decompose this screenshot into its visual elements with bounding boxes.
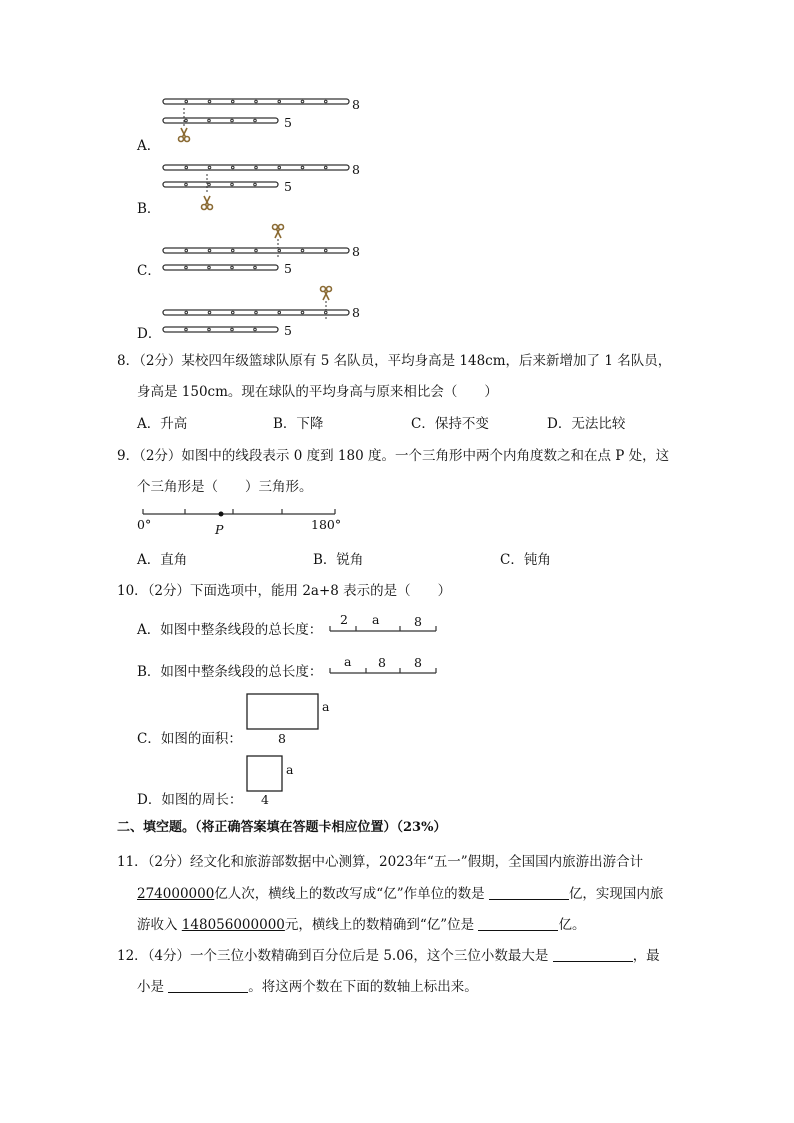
answer-blank[interactable]	[478, 916, 558, 931]
rod-hole	[208, 183, 211, 186]
rod-hole	[208, 266, 211, 269]
question-number: 8．	[117, 353, 140, 369]
rod-hole	[208, 100, 211, 103]
question-number: 12．	[117, 948, 148, 964]
rod-hole	[255, 249, 258, 252]
question-text: ，最	[632, 948, 660, 964]
question-text: 游收入	[137, 917, 178, 933]
rod-hole	[231, 166, 234, 169]
angle-segment-figure	[137, 505, 357, 539]
rod-hole	[231, 183, 234, 186]
question-text: （2分）如图中的线段表示 0 度到 180 度。一个三角形中两个内角度数之和在点 P 处，这	[139, 448, 670, 464]
point-p	[219, 512, 224, 517]
answer-blank-min[interactable]	[168, 978, 248, 993]
unit-text: 亿，实现国内旅	[568, 886, 664, 902]
rod-hole	[231, 328, 234, 331]
option-b[interactable]: B．锐角	[313, 552, 364, 568]
q7-option-b-figure	[160, 162, 380, 212]
q7-option-d-figure	[160, 286, 380, 336]
rod-hole	[185, 119, 188, 122]
scissors-icon	[273, 225, 284, 239]
segment-label: 8	[414, 614, 422, 629]
rod-hole	[254, 183, 257, 186]
segment-label: a	[344, 654, 352, 669]
question-text: 亿人次，横线上的数改写成“亿”作单位的数是	[214, 886, 485, 902]
option-a[interactable]: A．如图中整条线段的总长度：	[137, 622, 323, 638]
option-c-rectangle-figure	[246, 693, 336, 745]
rod-hole	[254, 119, 257, 122]
answer-blank[interactable]	[489, 885, 569, 900]
rod-hole	[301, 311, 304, 314]
axis-end-label: 180°	[311, 517, 342, 532]
question-text: 。将这两个数在下面的数轴上标出来。	[248, 979, 478, 995]
rod-bottom-label: 5	[284, 261, 292, 276]
rod-hole	[185, 266, 188, 269]
q7-option-b[interactable]: B．	[137, 201, 161, 217]
option-b[interactable]: B．下降	[273, 416, 324, 432]
question-number: 10．	[117, 583, 148, 599]
rod-hole	[185, 166, 188, 169]
rod-hole	[324, 311, 327, 314]
rod-hole	[231, 266, 234, 269]
question-text: （2分）下面选项中，能用 2a+8 表示的是（ ）	[147, 583, 452, 599]
rod-hole	[185, 328, 188, 331]
rod-bottom-label: 5	[284, 115, 292, 130]
rod-hole	[208, 328, 211, 331]
question-number: 11．	[117, 854, 148, 870]
q7-option-c-figure	[160, 224, 380, 274]
q7-option-a[interactable]: A．	[137, 138, 161, 154]
segment-label: 8	[414, 655, 422, 670]
rod-bottom-label: 5	[284, 323, 292, 338]
rod-hole	[278, 311, 281, 314]
rod-hole	[231, 249, 234, 252]
rod-hole	[185, 100, 188, 103]
rod-hole	[185, 183, 188, 186]
rod-hole	[255, 311, 258, 314]
rod-hole	[231, 100, 234, 103]
rod-hole	[231, 311, 234, 314]
option-a[interactable]: A．升高	[137, 416, 188, 432]
question-text: （2分）某校四年级篮球队原有 5 名队员，平均身高是 148cm，后来新增加了 1 名队员，	[139, 353, 672, 369]
rod-hole	[278, 100, 281, 103]
rod-hole	[301, 166, 304, 169]
square-side-label: a	[286, 762, 294, 777]
unit-text: 亿。	[558, 917, 586, 933]
rod-top-label: 8	[352, 97, 360, 112]
option-a-segment-figure	[328, 610, 440, 636]
scissors-icon	[179, 128, 190, 142]
section-title: 二、填空题。（将正确答案填在答题卡相应位置）（23%）	[117, 820, 447, 835]
option-b-segment-figure	[328, 652, 440, 678]
rod-hole	[208, 249, 211, 252]
rod-hole	[324, 249, 327, 252]
rod-top-label: 8	[352, 162, 360, 177]
rod-hole	[301, 100, 304, 103]
rect-width-label: 8	[278, 731, 286, 746]
option-d-square-figure	[246, 755, 306, 807]
segment-label: 2	[340, 612, 348, 627]
rect-height-label: a	[322, 699, 330, 714]
axis-start-label: 0°	[137, 517, 152, 532]
question-text: 小是	[137, 979, 164, 995]
rod-hole	[255, 166, 258, 169]
question-text: （4分）一个三位小数精确到百分位后是 5.06，这个三位小数最大是	[147, 948, 549, 964]
rod-hole	[185, 311, 188, 314]
rod-hole	[208, 311, 211, 314]
point-p-label: P	[215, 522, 224, 537]
answer-blank-max[interactable]	[553, 947, 633, 962]
rod-hole	[231, 119, 234, 122]
q7-option-c[interactable]: C．	[137, 263, 161, 279]
rod-hole	[324, 166, 327, 169]
option-a[interactable]: A．直角	[137, 552, 188, 568]
option-c[interactable]: C．保持不变	[411, 416, 489, 432]
option-c[interactable]: C．如图的面积：	[137, 731, 242, 747]
q7-option-d[interactable]: D．	[137, 326, 162, 342]
segment-label: 8	[378, 655, 386, 670]
question-text: （2分）经文化和旅游部数据中心测算，2023年“五一”假期，全国国内旅游出游合计	[147, 854, 644, 870]
rod-hole	[278, 249, 281, 252]
rod-hole	[185, 249, 188, 252]
question-number: 9．	[117, 448, 140, 464]
rod-hole	[301, 249, 304, 252]
rod-hole	[254, 328, 257, 331]
rod-top-label: 8	[352, 244, 360, 259]
question-text: 个三角形是（ ）三角形。	[137, 479, 313, 495]
rod-top-label: 8	[352, 305, 360, 320]
square-bottom-label: 4	[261, 792, 269, 807]
rod-hole	[208, 119, 211, 122]
scissors-icon	[321, 287, 332, 301]
rod-hole	[324, 100, 327, 103]
rod-hole	[255, 100, 258, 103]
q7-option-a-figure	[160, 96, 380, 146]
question-text: 身高是 150cm。现在球队的平均身高与原来相比会（ ）	[137, 384, 498, 400]
option-b[interactable]: B．如图中整条线段的总长度：	[137, 664, 323, 680]
segment-label: a	[372, 612, 380, 627]
option-d[interactable]: D．无法比较	[547, 416, 626, 432]
scissors-icon	[202, 196, 213, 210]
rod-bottom-label: 5	[284, 179, 292, 194]
underlined-number: 274000000	[137, 886, 215, 902]
rod-hole	[208, 166, 211, 169]
option-d[interactable]: D．如图的周长：	[137, 792, 243, 808]
option-c[interactable]: C．钝角	[500, 552, 551, 568]
rod-hole	[278, 166, 281, 169]
question-text: 元，横线上的数精确到“亿”位是	[284, 917, 475, 933]
rod-hole	[254, 266, 257, 269]
underlined-number: 148056000000	[181, 917, 285, 933]
